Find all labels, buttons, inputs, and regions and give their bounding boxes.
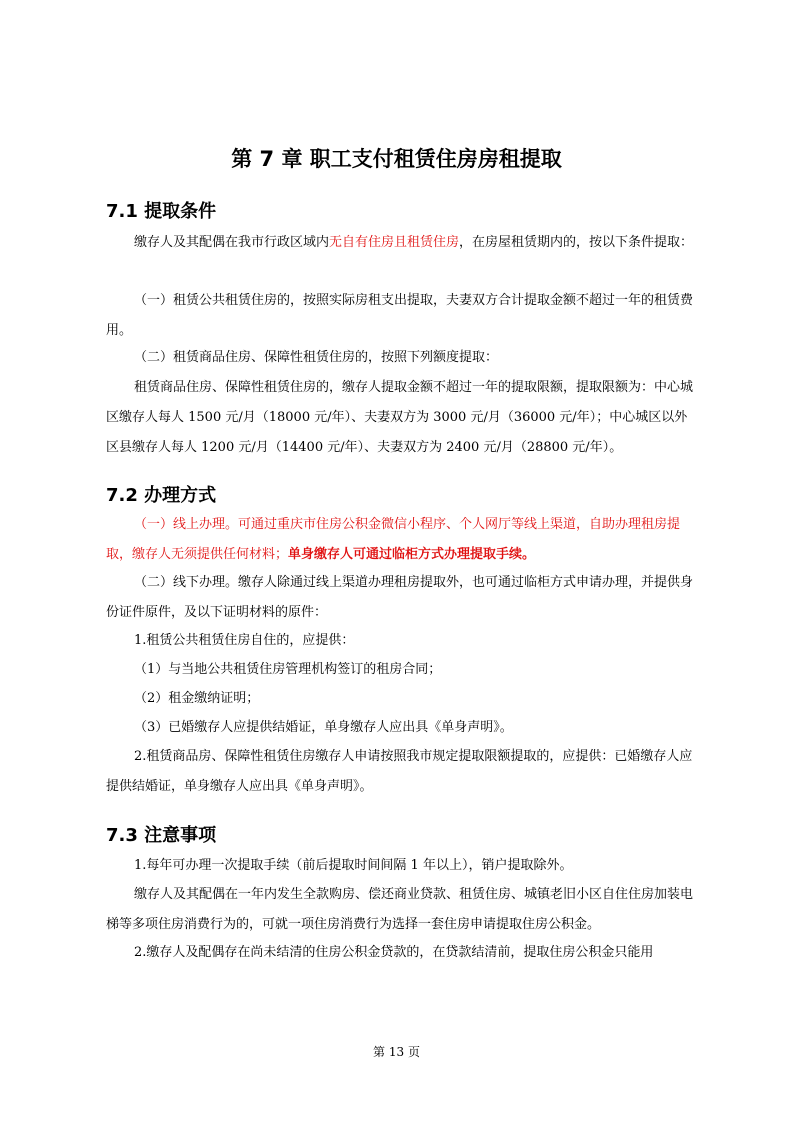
highlight-no-own-house: 无自有住房且租赁住房 [329, 235, 460, 250]
section-title-7-3: 7.3 注意事项 [106, 825, 217, 846]
list-item: （1）与当地公共租赁住房管理机构签订的租房合同； [134, 662, 442, 677]
online-text: （一）线上办理。可通过重庆市住房公积金微信小程序、个人网厅等线上渠道，自助办理租房提取，缴存人无须提供任何材料； [106, 517, 681, 562]
paragraph-public-rental: （一）租赁公共租赁住房的，按照实际房租支出提取，夫妻双方合计提取金额不超过一年的租赁费用。 [106, 293, 694, 338]
paragraph-online [106, 510, 696, 570]
single-note: 单身缴存人可通过临柜方式办理提取手续。 [288, 547, 536, 562]
section-title-7-1: 7.1 提取条件 [106, 201, 217, 222]
paragraph-conditions-intro [106, 228, 696, 258]
page-number: 第 13 页 [373, 1045, 420, 1059]
paragraph-offline: （二）线下办理。缴存人除通过线上渠道办理租房提取外，也可通过临柜方式申请办理，并提供身份证件原件，及以下证明材料的原件： [106, 575, 694, 620]
chapter-title: 第 7 章 职工支付租赁住房房租提取 [231, 147, 562, 171]
paragraph-note-3: 2.缴存人及配偶存在尚未结清的住房公积金贷款的，在贷款结清前，提取住房公积金只能用 [134, 945, 654, 960]
paragraph-note-2: 缴存人及其配偶在一年内发生全款购房、偿还商业贷款、租赁住房、城镇老旧小区自住住房加装电梯等多项住房消费行为的，可就一项住房消费行为选择一套住房申请提取住房公积金。 [106, 887, 694, 932]
paragraph-commercial-materials: 2.租赁商品房、保障性租赁住房缴存人申请按照我市规定提取限额提取的，应提供：已婚缴存人应提供结婚证，单身缴存人应出具《单身声明》。 [106, 749, 693, 794]
paragraph-limits: 租赁商品住房、保障性租赁住房的，缴存人提取金额不超过一年的提取限额，提取限额为：中心城区缴存人每人 1500 元/月（18000 元/年）、夫妻双方为 3000 元/月（36000 元/年）；中心城区以外区县缴存人每人 1200 元/月（14400 元/年）、夫妻双方为 2400 元/月（28800 元/年）。 [106, 380, 694, 455]
paragraph-commercial-rental: （二）租赁商品住房、保障性租赁住房的，按照下列额度提取： [134, 350, 499, 365]
text-run: 缴存人及其配偶在我市行政区域内 [134, 235, 330, 250]
paragraph-note-1: 1.每年可办理一次提取手续（前后提取时间间隔 1 年以上），销户提取除外。 [134, 858, 573, 873]
list-item: （3）已婚缴存人应提供结婚证，单身缴存人应出具《单身声明》。 [134, 720, 513, 735]
section-title-7-2: 7.2 办理方式 [106, 485, 217, 506]
list-heading-public: 1.租赁公共租赁住房自住的，应提供： [134, 633, 355, 648]
text-run: ，在房屋租赁期内的，按以下条件提取： [459, 235, 694, 250]
list-item: （2）租金缴纳证明； [134, 691, 260, 706]
